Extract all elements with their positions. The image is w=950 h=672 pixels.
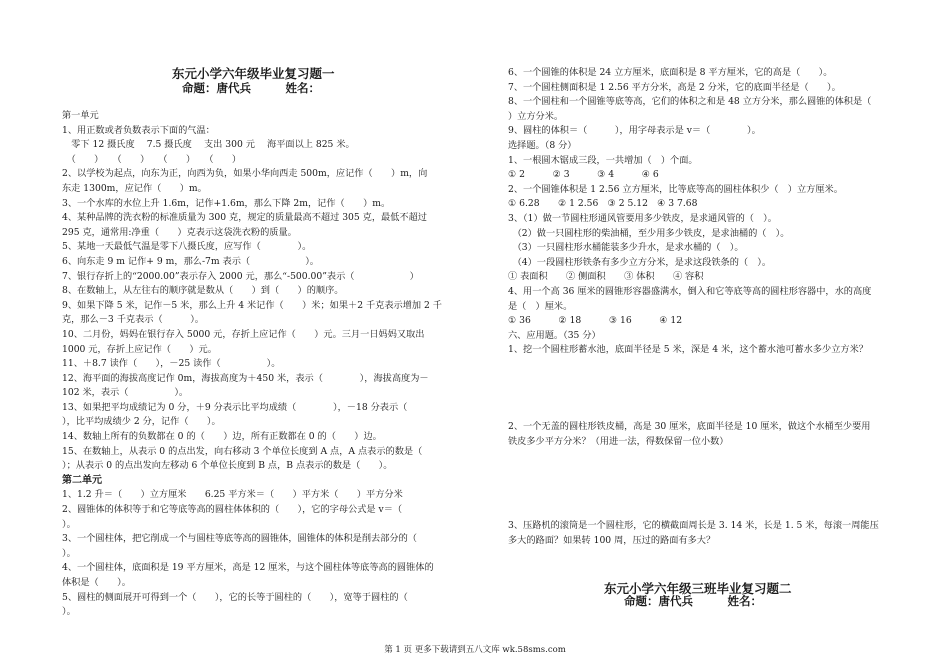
question-line: （3）一只圆柱形水桶能装多少升水，是求水桶的（ ）。	[508, 242, 744, 254]
right-column	[508, 66, 892, 358]
question-line: 六、应用题。（35 分）	[508, 329, 601, 341]
unit1-heading: 第一单元	[62, 110, 99, 121]
question-line: 3、一个圆柱体，把它削成一个与圆柱等底等高的圆锥体，圆锥体的体积是削去部分的（	[62, 533, 417, 545]
question-line: ）；从表示 0 的点出发向左移动 6 个单位长度到 B 点，B 点表示的数是（ ）。	[62, 460, 393, 472]
question-line: 东走 1300m，应记作（ ）m。	[62, 182, 207, 194]
application-q3	[508, 519, 892, 548]
question-line: 1、1.2 升＝（ ）立方厘米 6.25 平方米＝（ ）平方米（ ）平方分米	[62, 489, 403, 501]
question-line: 3、一个水库的水位上升 1.6m，记作+1.6m，那么下降 2m，记作（ ）m。	[62, 197, 391, 209]
question-line: 295 克，通常用:净重（ ）克表示这袋洗衣粉的质量。	[62, 226, 297, 238]
question-line: ）立方分米。	[508, 110, 564, 122]
unit2-questions	[62, 488, 462, 619]
question-line: 是（ ）厘米。	[508, 300, 573, 312]
sheet2-author-line: 命题：唐代兵 姓名：	[624, 594, 762, 608]
question-line: ① 表面积 ② 侧面积 ③ 体积 ④ 容积	[508, 271, 704, 283]
sheet1-title: 东元小学六年级毕业复习题一	[172, 66, 335, 81]
question-line: 1、挖一个圆柱形蓄水池，底面半径是 5 米，深是 4 米，这个蓄水池可蓄水多少立方米？	[508, 344, 868, 356]
question-line: 10、二月份，妈妈在银行存入 5000 元，存折上应记作（ ）元。三月一日妈妈又取出	[62, 328, 425, 340]
right-questions	[508, 66, 892, 358]
question-line: 9、如果下降 5 米，记作－5 米，那么上升 4 米记作（ ）米；如果＋2 千克表示增加 2 千	[62, 299, 442, 311]
question-line: 8、一个圆柱和一个圆锥等底等高，它们的体积之和是 48 立方分米，那么圆锥的体积是（	[508, 96, 872, 108]
question-line: （ ） （ ） （ ） （ ）	[62, 153, 242, 165]
sheet1-author-line: 命题：唐代兵 姓名：	[182, 81, 320, 95]
question-line: 5、某地一天最低气温是零下八摄氏度，应写作（ ）。	[62, 241, 312, 253]
question-line: 8、在数轴上，从左往右的顺序就是数从（ ）到（ ）的顺序。	[62, 285, 344, 297]
question-line: ）。	[62, 547, 76, 559]
question-line: 4、用一个高 36 厘米的圆锥形容器盛满水，倒入和它等底等高的圆柱形容器中，水的高度	[508, 285, 872, 297]
question-line: 1、一根圆木锯成三段，一共增加（ ）个面。	[508, 154, 698, 166]
question-line: 克，那么－3 千克表示（ ）。	[62, 314, 204, 326]
question-line: 102 米，表示（ ）。	[62, 387, 189, 399]
question-line: ），比平均成绩少 2 分，记作（ ）。	[62, 416, 221, 428]
question-line: 3、（1）做一节圆柱形通风管要用多少铁皮，是求通风管的（ ）。	[508, 212, 777, 224]
question-line: ① 6.28 ② 1 2.56 ③ 2 5.12 ④ 3 7.68	[508, 198, 698, 210]
question-line: 3、压路机的滚筒是一个圆柱形，它的横截面周长是 3. 14 米，长是 1. 5 米，每滚一周能压	[508, 520, 879, 531]
question-line: 7、银行存折上的“2000.00”表示存入 2000 元，那么“-500.00”表示（ ）	[62, 270, 419, 282]
question-line: 9、圆柱的体积＝（ ），用字母表示是 v＝（ ）。	[508, 125, 761, 137]
question-line: 2、一个圆锥体积是 1 2.56 立方厘米，比等底等高的圆柱体积少（ ）立方厘米。	[508, 183, 843, 195]
question-line: 2、一个无盖的圆柱形铁皮桶，高是 30 厘米，底面半径是 10 厘米，做这个水桶至少要用	[508, 421, 871, 432]
question-line: 14、数轴上所有的负数都在 0 的（ ）边，所有正数都在 0 的（ ）边。	[62, 431, 382, 443]
question-line: ）。	[62, 518, 76, 530]
question-line: 13、如果把平均成绩记为 0 分，＋9 分表示比平均成绩（ ），－18 分表示（	[62, 401, 408, 413]
question-line: 选择题。（8 分）	[508, 139, 577, 151]
sheet1-body	[62, 109, 462, 620]
question-line: 4、一个圆柱体，底面积是 19 平方厘米，高是 12 厘米，与这个圆柱体等底等高的圆锥体的	[62, 562, 434, 574]
question-line: ① 36 ② 18 ③ 16 ④ 12	[508, 315, 683, 327]
question-line: 11、＋8.7 读作（ ），－25 读作（ ）。	[62, 358, 281, 370]
question-line: 12、海平面的海拔高度记作 0m，海拔高度为＋450 米，表示（ ），海拔高度为－	[62, 372, 429, 384]
question-line: 铁皮多少平方分米？（用进一法，得数保留一位小数）	[508, 435, 729, 447]
unit1-questions	[62, 124, 462, 474]
page-footer: 第 1 页 更多下载请到五八文库 wk.58sms.com	[384, 645, 566, 655]
question-line: 多大的路面？如果转 100 周，压过的路面有多大？	[508, 534, 716, 546]
question-line: ）。	[62, 606, 76, 618]
question-line: 2、圆锥体的体积等于和它等底等高的圆柱体体积的（ ），它的字母公式是 v＝（	[62, 504, 403, 516]
question-line: 体积是（ ）。	[62, 577, 131, 588]
question-line: （4）一段圆柱形铁条有多少立方分米，是求这段铁条的（ ）。	[508, 256, 772, 268]
question-line: 4、某种品牌的洗衣粉的标准质量为 300 克，规定的质量最高不超过 305 克，最低不超过	[62, 212, 427, 224]
question-line: ① 2 ② 3 ③ 4 ④ 6	[508, 169, 659, 181]
application-q2	[508, 420, 892, 449]
question-line: 1、用正数或者负数表示下面的气温：	[62, 124, 215, 136]
question-line: 15、在数轴上，从表示 0 的点出发，向右移动 3 个单位长度到 A 点，A 点表示的数是（	[62, 445, 423, 457]
question-line: 1000 元，存折上应记作（ ）元。	[62, 343, 217, 355]
question-line: 5、圆柱的侧面展开可得到一个（ ），它的长等于圆柱的（ ），宽等于圆柱的（	[62, 591, 408, 603]
question-line: （2）做一只圆柱形的柴油桶，至少用多少铁皮，是求油桶的（ ）。	[508, 227, 790, 239]
sheet2-title: 东元小学六年级三班毕业复习题二	[604, 581, 792, 596]
unit2-heading: 第二单元	[62, 474, 102, 486]
question-line: 零下 12 摄氏度 7.5 摄氏度 支出 300 元 海平面以上 825 米。	[62, 139, 355, 151]
question-line: 7、一个圆柱侧面积是 1 2.56 平方分米，高是 2 分米，它的底面半径是（ ）。	[508, 81, 841, 93]
question-line: 6、向东走 9 m 记作+ 9 m，那么-7m 表示（ ）。	[62, 255, 319, 267]
question-line: 2、以学校为起点，向东为正，向西为负，如果小华向西走 500m，应记作（ ）m，向	[62, 168, 428, 180]
question-line: 6、一个圆锥的体积是 24 立方厘米，底面积是 8 平方厘米，它的高是（ ）。	[508, 67, 833, 78]
